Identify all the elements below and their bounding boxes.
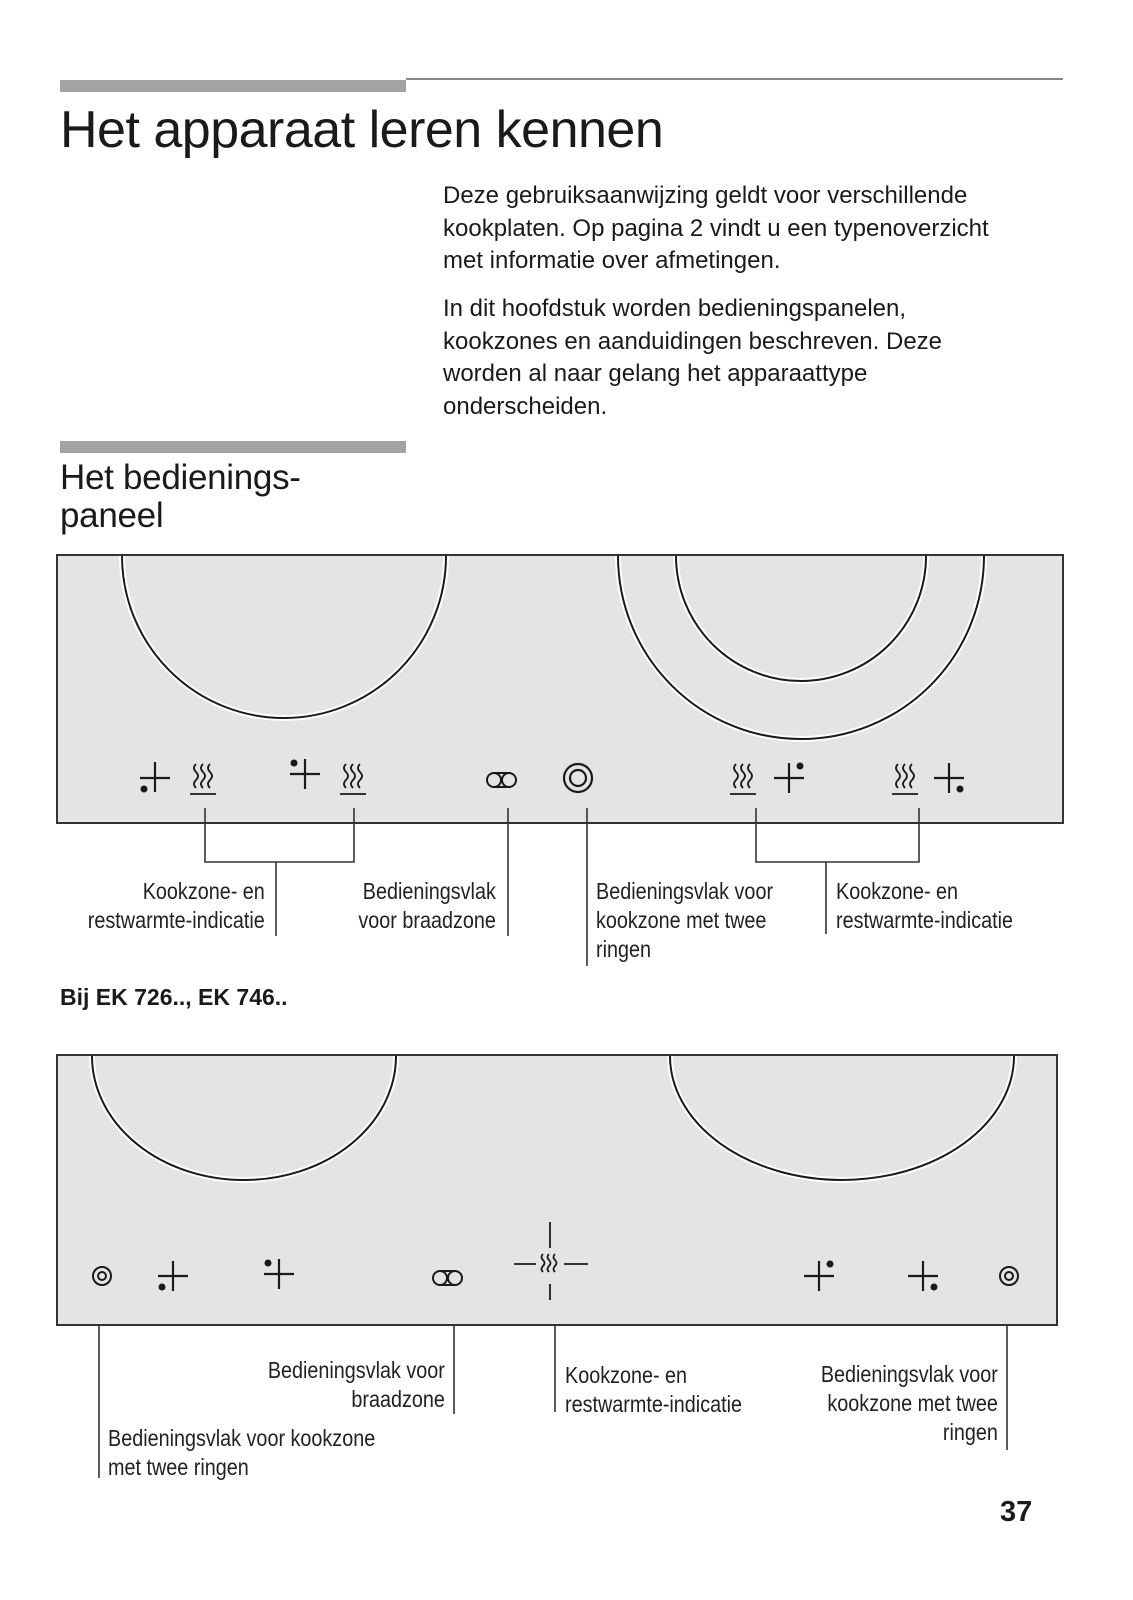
page-number: 37 [1000,1496,1033,1528]
control-panel-2-drawing [58,1056,1058,1326]
page-title: Het apparaat leren kennen [60,101,664,159]
plus-dot-icon[interactable] [290,759,320,789]
plus-dot-icon[interactable] [158,1261,188,1291]
section-title: Het bedienings- paneel [60,458,301,535]
plus-dot-icon[interactable] [774,763,804,794]
dual-ring-icon[interactable] [564,764,592,792]
caption-indicator-left: Kookzone- en restwarmte-indicatie [88,878,265,933]
cooking-zone-right-outer-ring [618,556,984,739]
cooking-zone-left-ring [92,1056,396,1180]
control-panel-1-drawing [58,556,1064,824]
caption-roasting-field-2: Bedieningsvlak voor braadzone [267,1357,445,1412]
caption-roasting-field: Bedieningsvlak voor braadzone [358,878,496,933]
intro-paragraph-2: In dit hoofdstuk worden bedieningspanelen, kookzones en aanduidingen beschreven. Deze worden al naar gelang het apparaattype onderscheiden. [443,295,943,420]
control-panel-2 [56,1054,1058,1326]
header-rule-thick [60,80,406,92]
caption-indicator-right: Kookzone- en restwarmte-indicatie [836,878,1013,933]
model-subheading: Bij EK 726.., EK 746.. [60,984,288,1010]
residual-heat-icon [340,764,366,794]
plus-dot-icon[interactable] [908,1261,938,1291]
residual-heat-icon [190,764,216,794]
dual-ring-icon[interactable] [93,1267,111,1285]
plus-dot-icon[interactable] [934,763,964,793]
section-rule [60,441,406,453]
dual-ring-icon[interactable] [1000,1267,1018,1285]
residual-heat-icon [892,764,918,794]
intro-paragraph-1: Deze gebruiksaanwijzing geldt voor verschillende kookplaten. Op pagina 2 vindt u een typenoverzicht met informatie over afmetingen. [443,182,989,274]
control-panel-1 [56,554,1064,824]
caption-dual-ring-field-left: Bedieningsvlak voor kookzone met twee ringen [108,1425,376,1480]
plus-dot-icon[interactable] [804,1261,834,1292]
residual-heat-icon [730,764,756,794]
caption-dual-ring-field-right: Bedieningsvlak voor kookzone met twee ringen [820,1361,998,1445]
cooking-zone-right-inner-ring [676,556,926,681]
caption-dual-ring-field: Bedieningsvlak voor kookzone met twee ringen [596,878,774,962]
plus-dot-icon[interactable] [140,762,170,793]
caption-indicator-2: Kookzone- en restwarmte-indicatie [565,1362,742,1417]
cooking-zone-right-ring [670,1056,1014,1180]
cooking-zone-left-ring [122,556,446,718]
roasting-zone-icon[interactable] [433,1271,462,1285]
plus-dot-icon[interactable] [264,1259,294,1289]
header-rule-thin [406,78,1063,80]
roasting-zone-icon[interactable] [487,773,516,787]
residual-heat-icon [514,1222,588,1300]
